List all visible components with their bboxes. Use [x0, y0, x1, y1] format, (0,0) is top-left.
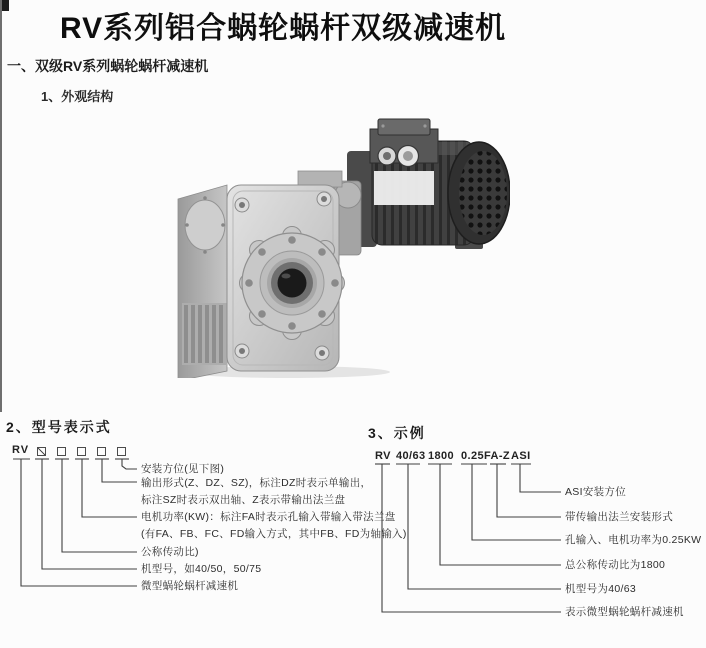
s2-label-output-form-line2: 标注SZ时表示双出轴、Z表示带输出法兰盘 [141, 494, 346, 506]
s2-label-mounting-position: 安装方位(见下图) [141, 463, 225, 475]
section3-heading: 3、示例 [368, 425, 426, 441]
s2-label-series-name: 微型蜗轮蜗杆减速机 [141, 580, 239, 592]
gearbox [178, 171, 345, 378]
model-code-box-1 [37, 447, 46, 456]
s3-label-bore-input-power: 孔输入、电机功率为0.25KW [565, 534, 702, 546]
gearbox-cooling-fins [182, 303, 227, 365]
motor-nameplate [374, 171, 434, 205]
output-flange [240, 227, 345, 340]
s2-label-nominal-ratio: 公称传动比) [141, 546, 199, 558]
s2-label-frame-size: 机型号，如40/50，50/75 [141, 563, 262, 575]
gearbox-side-cover [185, 200, 225, 250]
model-code-box-5 [117, 447, 126, 456]
s2-label-output-form-line1: 输出形式(Z、DZ、SZ)，标注DZ时表示单输出， [141, 477, 372, 489]
s3-label-series: 表示微型蜗轮蜗杆减速机 [565, 606, 684, 618]
model-code-prefix: RV [12, 444, 30, 456]
example-code-power: 0.25FA-Z [461, 450, 511, 462]
motor [347, 119, 510, 249]
product-photo [170, 113, 510, 378]
s3-label-asi-mounting: ASI安装方位 [565, 486, 627, 498]
motor-terminal-box [370, 119, 438, 167]
section1-heading: 一、双级RV系列蜗轮蜗杆减速机 [7, 58, 209, 74]
s2-label-motor-power-line2: (有FA、FB、FC、FD输入方式，其中FB、FD为轴输入) [141, 528, 407, 540]
model-code-box-2 [57, 447, 66, 456]
scan-left-edge-artifact [0, 0, 2, 412]
example-code-ratio: 1800 [428, 450, 455, 462]
s2-label-motor-power-line1: 电机功率(KW)：标注FA时表示孔输入带输入带法兰盘 [141, 511, 396, 523]
s3-label-total-ratio: 总公称传动比为1800 [565, 559, 666, 571]
model-code-box-4 [97, 447, 106, 456]
section2-heading: 2、型号表示式 [6, 419, 112, 435]
example-code-frame: 40/63 [396, 450, 426, 462]
s3-label-frame-size: 机型号为40/63 [565, 583, 636, 595]
example-code-mounting: ASI [511, 450, 531, 462]
s3-label-output-flange: 带传输出法兰安装形式 [565, 511, 673, 523]
section1-subheading: 1、外观结构 [41, 89, 114, 104]
page-title: RV系列铝合蜗轮蜗杆双级减速机 [60, 12, 507, 45]
output-bore [278, 269, 307, 298]
example-code-rv: RV [375, 450, 391, 462]
model-code-box-3 [77, 447, 86, 456]
